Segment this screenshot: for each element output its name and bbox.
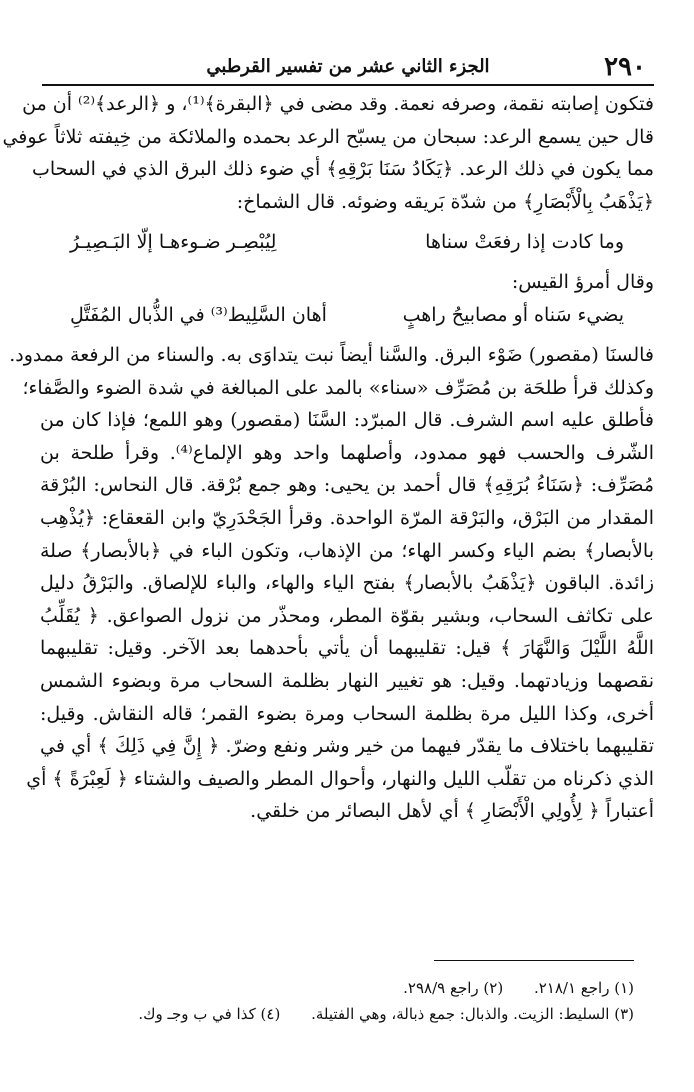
verse-second-hemistich: لِيُبْصِـر ضـوءهـا إلّا البَـصِيـرُ bbox=[70, 231, 277, 254]
text-line: زائدة. الباقون ﴿يَذْهَبُ بالأبصار﴾ بفتح الياء والهاء، والباء للإلصاق. والبَرْقُ دليل bbox=[40, 572, 654, 595]
page-number: ٢٩٠ bbox=[604, 52, 646, 82]
footnote-3: (٣) السليط: الزيت. والذبال: جمع ذبالة، وهي الفتيلة. bbox=[311, 1005, 634, 1023]
text-line: مما يكون في ذلك الرعد. ﴿يَكَادُ سَنَا بَرْقِهِ﴾ أي ضوء ذلك البرق الذي في السحاب bbox=[31, 158, 654, 181]
text-line: الذي ذكرناه من تقلّب الليل والنهار، وأحوال المطر والصيف والشتاء ﴿ لَعِبْرَةً ﴾ أي bbox=[26, 767, 654, 790]
verse-second-hemistich: أهان السَّلِيط⁽³⁾ في الذُّبال المُفَتَّلِ bbox=[70, 303, 327, 326]
main-text bbox=[2, 88, 654, 828]
footnote-rule bbox=[434, 960, 634, 961]
poetry-verse-imru-al-qais bbox=[40, 299, 654, 339]
footnote-2: (٢) راجع ٢٩٨/٩. bbox=[403, 979, 504, 997]
text-line: مُصَرِّف: ﴿سَنَاءُ بُرَقِهِ﴾ قال أحمد بن يحيى: وهو جمع بُرْقة. قال النحاس: البُرْقة bbox=[40, 474, 654, 497]
text-line: وكذلك قرأ طلحَة بن مُصَرِّف «سناء» بالمد على المبالغة في شدة الضوء والصَّفاء؛ bbox=[22, 376, 654, 399]
footnote-line bbox=[40, 975, 654, 1001]
text-line: المقدار من البَرْق، والبَرْقة المرّة الواحدة. وقرأ الجَحْدَرِيّ وابن القعقاع: ﴿يُذْهِب bbox=[40, 506, 654, 529]
text-line: الشّرف والحسب فهو ممدود، وأصلهما واحد وهو الإلماع⁽⁴⁾. وقرأ طلحة بن bbox=[40, 441, 654, 464]
text-line: ﴿يَذْهَبُ بِالْأَبْصَارِ﴾ من شدّة بَريقه وضوئه. قال الشماخ: bbox=[236, 190, 654, 213]
text-line: قال حين يسمع الرعد: سبحان من يسبّح الرعد بحمده والملائكة من خِيفته ثلاثاً عوفي bbox=[2, 125, 654, 148]
text-line: بالأبصار﴾ بضم الياء وكسر الهاء؛ من الإذهاب، وتكون الباء في ﴿بالأبصار﴾ صلة bbox=[40, 539, 654, 562]
running-title: الجزء الثاني عشر من تفسير القرطبي bbox=[206, 56, 490, 77]
running-head bbox=[42, 48, 654, 86]
text-line: اللَّهُ اللَّيْلَ وَالنَّهَارَ ﴾ قيل: تقليبهما أن يأتي بأحدهما بعد الآخر. وقيل: تقليبهما bbox=[40, 637, 654, 660]
footnote-line bbox=[40, 1001, 654, 1027]
footnotes bbox=[40, 960, 654, 1027]
footnote-1: (١) راجع ٢١٨/١. bbox=[533, 979, 634, 997]
poet-intro: وقال أمرؤ القيس: bbox=[511, 271, 654, 294]
verse-first-hemistich: وما كادت إذا رفعَتْ سناها bbox=[425, 231, 624, 254]
footnote-4: (٤) كذا في ب وجـ وك. bbox=[138, 1005, 281, 1023]
poetry-verse-shammakh bbox=[40, 218, 654, 266]
verse-first-hemistich: يضيء سَناه أو مصابيحُ راهبٍ bbox=[402, 303, 624, 326]
text-line: تقليبهما باختلاف ما يقدّر فيهما من خير وشر ونفع وضرّ. ﴿ إِنَّ فِي ذَلِكَ ﴾ أي في bbox=[40, 735, 654, 758]
text-line: على تكاثف السحاب، وبشير بقوّة المطر، ومحذّر من نزول الصواعق. ﴿ يُقَلِّبُ bbox=[40, 604, 654, 627]
text-line: أخرى، وكذا الليل مرة بظلمة السحاب ومرة بضوء القمر؛ قاله النقاش. وقيل: bbox=[40, 702, 654, 725]
text-line: فالسنَا (مقصور) ضَوْء البرق. والسَّنا أيضاً نبت يتداوَى به. والسناء من الرفعة ممدود. bbox=[9, 343, 654, 366]
text-line: فأطلق عليه اسم الشرف. قال المبرّد: السَّنَا (مقصور) وهو اللمع؛ فإذا كان من bbox=[40, 409, 654, 432]
text-line: فتكون إصابته نقمة، وصرفه نعمة. وقد مضى في ﴿البقرة﴾⁽¹⁾، و ﴿الرعد﴾⁽²⁾ أن من bbox=[22, 93, 654, 115]
text-line: أعتباراً ﴿ لِأُولِي الْأَبْصَارِ ﴾ أي لأهل البصائر من خلقي. bbox=[250, 800, 654, 823]
text-line: نقصهما وزيادتهما. وقيل: هو تغيير النهار بظلمة السحاب مرة وبضوء الشمس bbox=[40, 669, 654, 692]
